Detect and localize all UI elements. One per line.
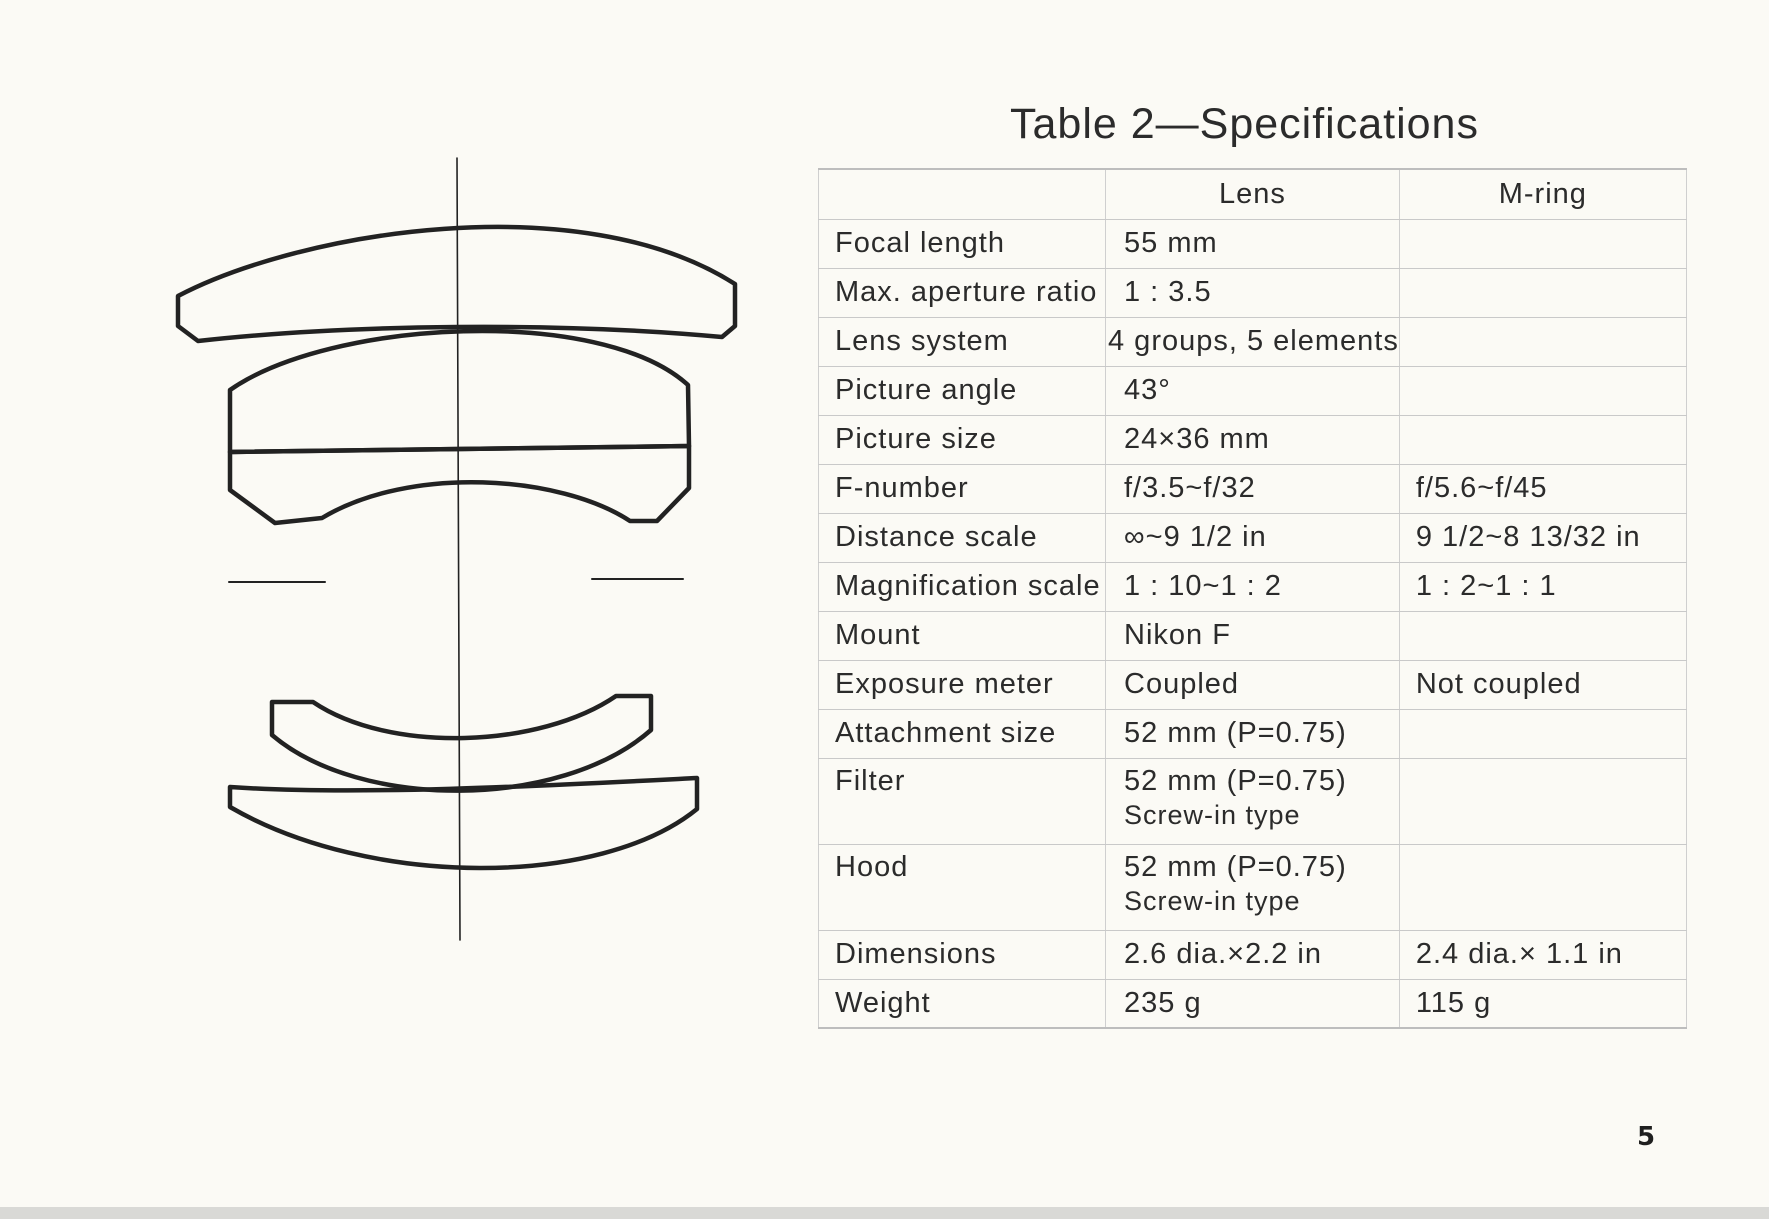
lens-value: Coupled <box>1106 660 1400 709</box>
row-label: Attachment size <box>819 709 1106 758</box>
lens-value: 1 : 3.5 <box>1106 268 1400 317</box>
row-label: Filter <box>819 758 1106 844</box>
page-number: 5 <box>1637 1122 1656 1152</box>
table-row <box>819 366 1687 415</box>
lens-value: 4 groups, 5 elements <box>1106 317 1400 366</box>
lens-value: 1 : 10~1 : 2 <box>1106 562 1400 611</box>
lens-value: 24×36 mm <box>1106 415 1400 464</box>
row-label: Picture angle <box>819 366 1106 415</box>
lens-value: 43° <box>1106 366 1400 415</box>
lens-element-3 <box>230 446 689 523</box>
page-bottom-edge <box>0 1207 1769 1219</box>
table-row <box>819 709 1687 758</box>
table-row <box>819 464 1687 513</box>
optical-axis <box>457 158 460 940</box>
lens-value: 235 g <box>1106 979 1400 1028</box>
row-label: Max. aperture ratio <box>819 268 1106 317</box>
m-ring-value <box>1399 219 1686 268</box>
m-ring-value <box>1399 317 1686 366</box>
header-lens: Lens <box>1106 169 1400 219</box>
row-label: Picture size <box>819 415 1106 464</box>
header-m-ring: M-ring <box>1399 169 1686 219</box>
m-ring-value <box>1399 758 1686 844</box>
row-label: Weight <box>819 979 1106 1028</box>
lens-value <box>1106 844 1400 930</box>
m-ring-value: 1 : 2~1 : 1 <box>1399 562 1686 611</box>
lens-cross-section-diagram <box>0 0 780 1000</box>
row-label: Distance scale <box>819 513 1106 562</box>
table-title: Table 2—Specifications <box>1010 100 1479 148</box>
row-label: Exposure meter <box>819 660 1106 709</box>
table-row <box>819 415 1687 464</box>
table-row <box>819 219 1687 268</box>
lens-value: f/3.5~f/32 <box>1106 464 1400 513</box>
lens-value-line1: 52 mm (P=0.75) <box>1124 764 1347 797</box>
lens-element-4 <box>272 696 651 791</box>
table-row <box>819 268 1687 317</box>
m-ring-value <box>1399 709 1686 758</box>
table-header-row <box>819 169 1687 219</box>
table-row <box>819 844 1687 930</box>
header-item <box>819 169 1106 219</box>
m-ring-value <box>1399 611 1686 660</box>
m-ring-value <box>1399 366 1686 415</box>
lens-value: 52 mm (P=0.75) <box>1106 709 1400 758</box>
lens-value: 2.6 dia.×2.2 in <box>1106 930 1400 979</box>
table-row <box>819 317 1687 366</box>
m-ring-value: f/5.6~f/45 <box>1399 464 1686 513</box>
lens-element-1 <box>178 227 735 341</box>
lens-value: 55 mm <box>1106 219 1400 268</box>
table-row <box>819 660 1687 709</box>
m-ring-value <box>1399 268 1686 317</box>
lens-value-line2: Screw-in type <box>1124 885 1301 916</box>
table-row <box>819 513 1687 562</box>
row-label: Dimensions <box>819 930 1106 979</box>
lens-element-2 <box>230 331 689 452</box>
m-ring-value: 9 1/2~8 13/32 in <box>1399 513 1686 562</box>
lens-value-line1: 52 mm (P=0.75) <box>1124 850 1347 883</box>
m-ring-value: 115 g <box>1399 979 1686 1028</box>
row-label: Focal length <box>819 219 1106 268</box>
table-row <box>819 979 1687 1028</box>
lens-value <box>1106 758 1400 844</box>
m-ring-value: 2.4 dia.× 1.1 in <box>1399 930 1686 979</box>
row-label: Magnification scale <box>819 562 1106 611</box>
m-ring-value: Not coupled <box>1399 660 1686 709</box>
m-ring-value <box>1399 415 1686 464</box>
specifications-table <box>818 168 1687 1029</box>
lens-value: ∞~9 1/2 in <box>1106 513 1400 562</box>
row-label: Lens system <box>819 317 1106 366</box>
table-row <box>819 611 1687 660</box>
table-row <box>819 758 1687 844</box>
lens-value: Nikon F <box>1106 611 1400 660</box>
m-ring-value <box>1399 844 1686 930</box>
row-label: F-number <box>819 464 1106 513</box>
row-label: Hood <box>819 844 1106 930</box>
lens-value-line2: Screw-in type <box>1124 799 1301 830</box>
table-row <box>819 930 1687 979</box>
table-row <box>819 562 1687 611</box>
row-label: Mount <box>819 611 1106 660</box>
